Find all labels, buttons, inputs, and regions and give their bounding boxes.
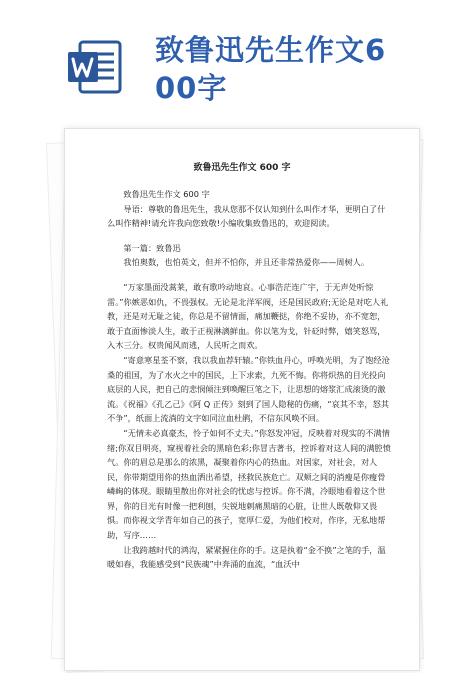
word-document-icon (66, 38, 124, 96)
document-paragraph: 致鲁迅先生作文 600 字 (123, 189, 210, 199)
page-title-line-1: 致鲁迅先生作文6 (155, 33, 387, 67)
document-paragraph: 导语：尊敬的鲁迅先生，我从您那不仅认知到什么叫作才华，更明白了什么叫作精神!请允许我向您致敬!小编收集致鲁迅的，欢迎阅读。 (107, 203, 386, 229)
document-page (64, 128, 420, 671)
document-paragraph: “寄意寒星荃不察，我以我血荐轩辕。”你铁血丹心，呼唤光明，为了饱经沧桑的祖国，为了水火之中的国民，上下求索，九死不悔。你将炽热的目光投向底层的人民，把自己的悲悯倾注到唤醒巨笔之下，让思想的熔浆汇成滚烫的激流。《祝福》《孔乙己》《阿 Q 正传》刻到了国人隐秘的伤痛，“哀其不幸，怒其不争”，纸面上流淌的文字如同泣血杜鹃，不信东风唤不回。 (107, 354, 390, 424)
document-paragraph: “无情未必真豪杰，怜子如何不丈夫。”你怒发冲冠，反映着对现实的不满情绪;你双目明亮，窥视着社会的黑暗色彩;你冒吉著书，控诉着对这人间的满腔愤气。你的眉总是那么的浓黑，凝聚着你内心的热血。对国家，对社会，对人民，你带期望用你的热血洒出希望，拯救民族危亡。双颊之间的消瘦是你瘦骨嶙峋的体现。眼睛里散出你对社会的忧虑与控诉。你不满，冷眼地看着这个世界，你的目光有时像一把利刨，尖锐地刺痛黑暗的心脏，让世人既敬仰又畏惧。而你视文学青年如自己的孩子，宽厚仁爱，为他们校对，作序，无私地帮助，写序…… (107, 427, 391, 541)
document-title: 致鲁迅先生作文 600 字 (193, 163, 291, 173)
page-title-line-2: 00字 (155, 71, 228, 105)
document-body (107, 187, 393, 572)
section-heading: 第一篇：致鲁迅 (123, 242, 181, 253)
document-paragraph: 我怕奥数，也怕英文，但并不怕你，并且还非常热爱你——周树人。 (123, 257, 370, 268)
page-header (0, 0, 474, 112)
document-paragraph: “万家墨面没蒿莱，敢有歌吟动地哀。心事浩茫连广宇，于无声处听惊雷。”你嫉恶如仇，不畏强权。无论是北洋军阀，还是国民政府;无论是对吃人礼教，还是对无耻之徒，你总是不留情面，痛加鞭挞，你绝不妥协，亦不宽恕，敢于直面惨淡人生，敢于正视淋漓鲜血。你以笔为戈，针砭时弊，嬉笑怒骂，入木三分。权贵闻风而逃，人民听之而欢。 (107, 281, 389, 351)
document-paragraph: 让我跨越时代的鸿沟，紧紧握住你的手。这是执着“金不换”之笔的手，温暖如春，我能感受到“民族魂”中奔涌的血流，“血沃中 (107, 544, 386, 570)
